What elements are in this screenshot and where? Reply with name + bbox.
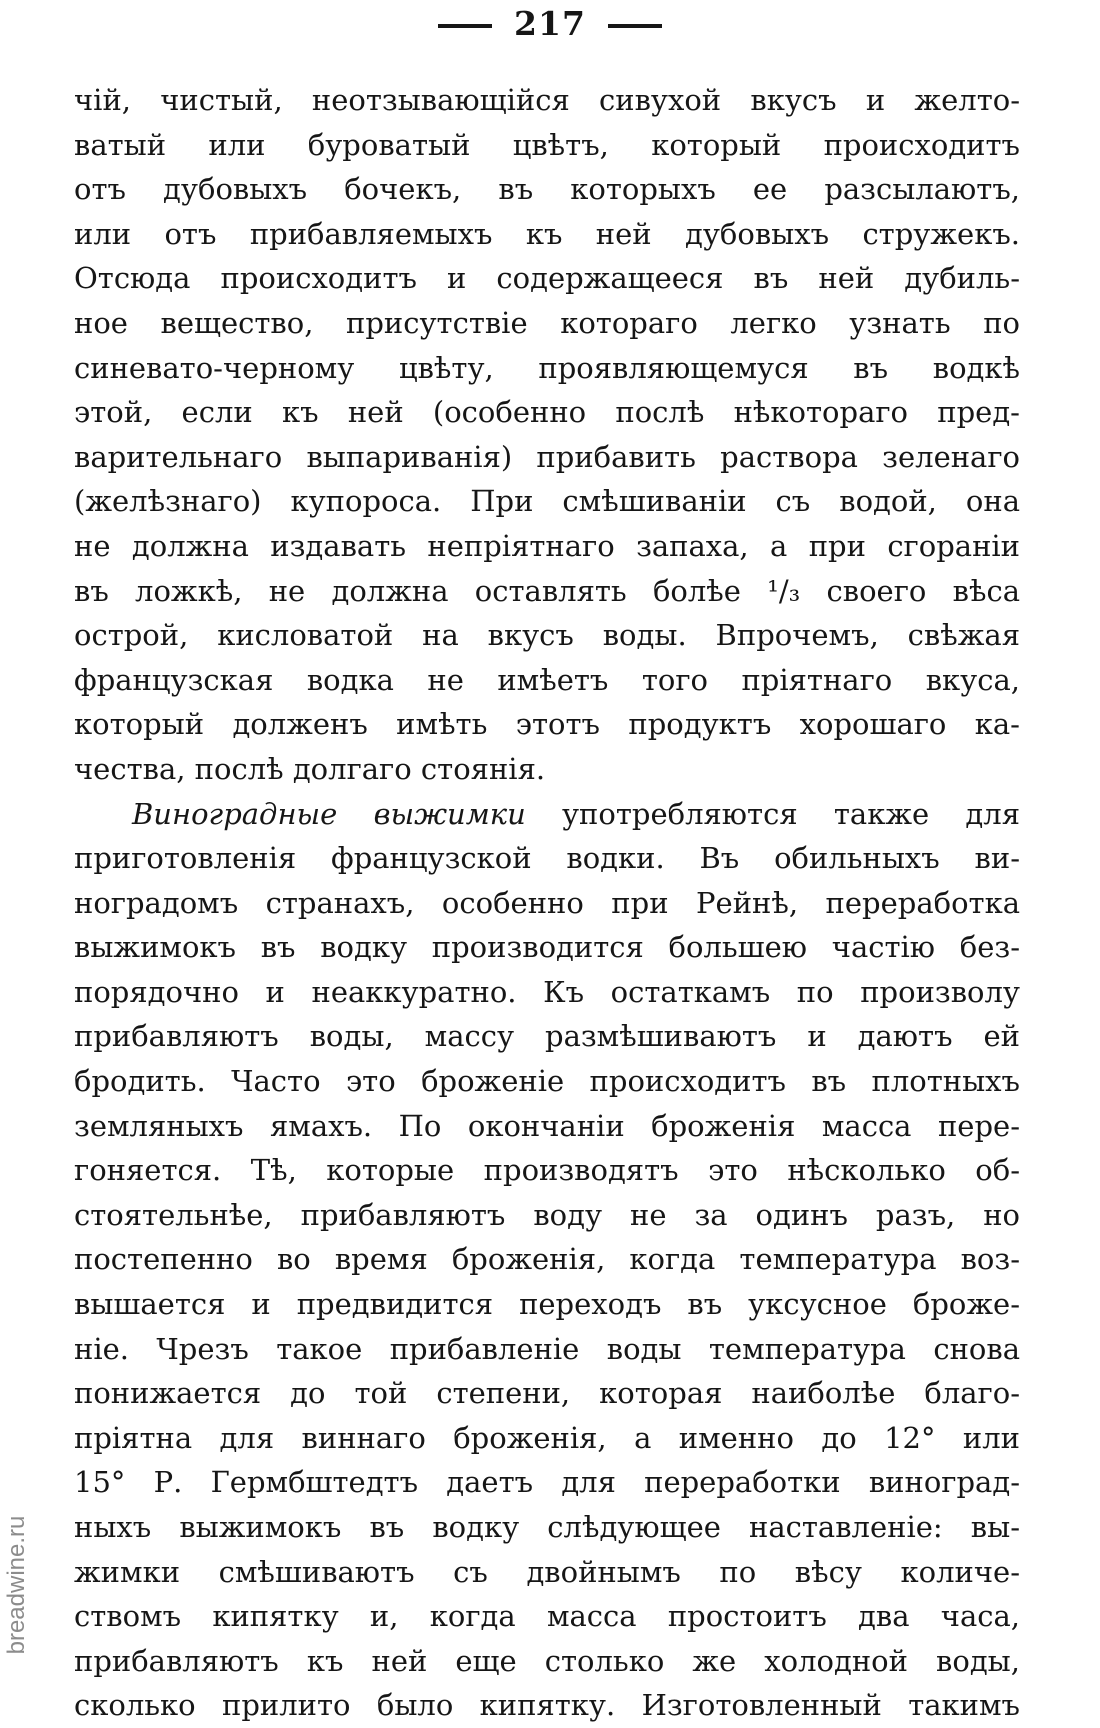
text-line: ныхъ выжимокъ въ водку слѣдующее наставленіе: вы- [74,1510,1020,1544]
text-line: варительнаго выпариванія) прибавить раствора зеленаго [74,439,1020,474]
text-line: французская водка не имѣетъ того пріятнаго вкуса, [74,662,1020,697]
text-line: жимки смѣшиваютъ съ двойнымъ по вѣсу количе- [74,1554,1020,1589]
text-line-rest: употребляются также для [525,796,1020,831]
text-line: ватый или буроватый цвѣтъ, который происходитъ [74,127,1020,162]
watermark [0,1460,34,1710]
text-line: прибавляютъ къ ней еще столько же холодной воды, [74,1643,1020,1678]
text-line: земляныхъ ямахъ. По окончаніи броженія масса пере- [74,1108,1020,1143]
text-line: прибавляютъ воды, массу размѣшиваютъ и даютъ ей [74,1019,1020,1054]
text-line: сколько прилито было кипятку. Изготовленный такимъ [74,1688,1020,1723]
text-line: пріятна для виннаго броженія, а именно до 12° или [74,1420,1020,1455]
text-line: чій, чистый, неотзывающійся сивухой вкусъ и желто- [74,83,1020,117]
text-line: 15° Р. Гермбштедтъ даетъ для переработки виноград- [74,1465,1020,1500]
text-line: ноградомъ странахъ, особенно при Рейнѣ, переработка [74,885,1020,920]
text-line: стоятельнѣе, прибавляютъ воду не за одинъ разъ, но [74,1197,1020,1232]
italic-term: Виноградные выжимки [132,796,526,831]
text-line: этой, если къ ней (особенно послѣ нѣкотораго пред- [74,395,1020,430]
text-line: постепенно во время броженія, когда температура воз- [74,1242,1020,1277]
text-line: понижается до той степени, которая наиболѣе благо- [74,1376,1020,1411]
watermark-text: breadwine.ru [3,1515,30,1655]
paragraph-1 [74,78,1020,792]
text-line [74,792,1020,837]
text-line: ніе. Чрезъ такое прибавленіе воды температура снова [74,1331,1020,1366]
page-number-header [0,4,1100,43]
text-line: или отъ прибавляемыхъ къ ней дубовыхъ стружекъ. [74,216,1020,251]
text-line: ствомъ кипятку и, когда масса простоитъ два часа, [74,1599,1020,1634]
text-line: приготовленія французской водки. Въ обильныхъ ви- [74,841,1020,876]
left-dash [438,24,492,28]
text-line: порядочно и неаккуратно. Къ остаткамъ по произволу [74,974,1020,1009]
text-line: острой, кисловатой на вкусъ воды. Впрочемъ, свѣжая [74,618,1020,653]
paragraph-2 [74,792,1020,1728]
text-line: который долженъ имѣть этотъ продуктъ хорошаго ка- [74,707,1020,742]
text-line: гоняется. Тѣ, которые производятъ это нѣсколько об- [74,1153,1020,1188]
right-dash [608,24,662,28]
text-line: бродить. Часто это броженіе происходитъ въ плотныхъ [74,1064,1020,1099]
text-line: чества, послѣ долгаго стоянія. [74,751,546,786]
page-text [74,78,1020,1728]
text-line: ное вещество, присутствіе котораго легко узнать по [74,305,1020,340]
text-line: не должна издавать непріятнаго запаха, а при сгораніи [74,528,1020,563]
text-line: вышается и предвидится переходъ въ уксусное броже- [74,1287,1020,1322]
text-line: синевато-черному цвѣту, проявляющемуся въ водкѣ [74,350,1020,385]
text-line: Отсюда происходитъ и содержащееся въ ней дубиль- [74,261,1020,296]
page-number: 217 [514,4,586,43]
text-line: выжимокъ въ водку производится большею частію без- [74,930,1020,965]
text-line: отъ дубовыхъ бочекъ, въ которыхъ ее разсылаютъ, [74,172,1020,207]
text-line: въ ложкѣ, не должна оставлять болѣе ¹/₃ своего вѣса [74,573,1020,608]
text-line: (желѣзнаго) купороса. При смѣшиваніи съ водой, она [74,484,1020,519]
